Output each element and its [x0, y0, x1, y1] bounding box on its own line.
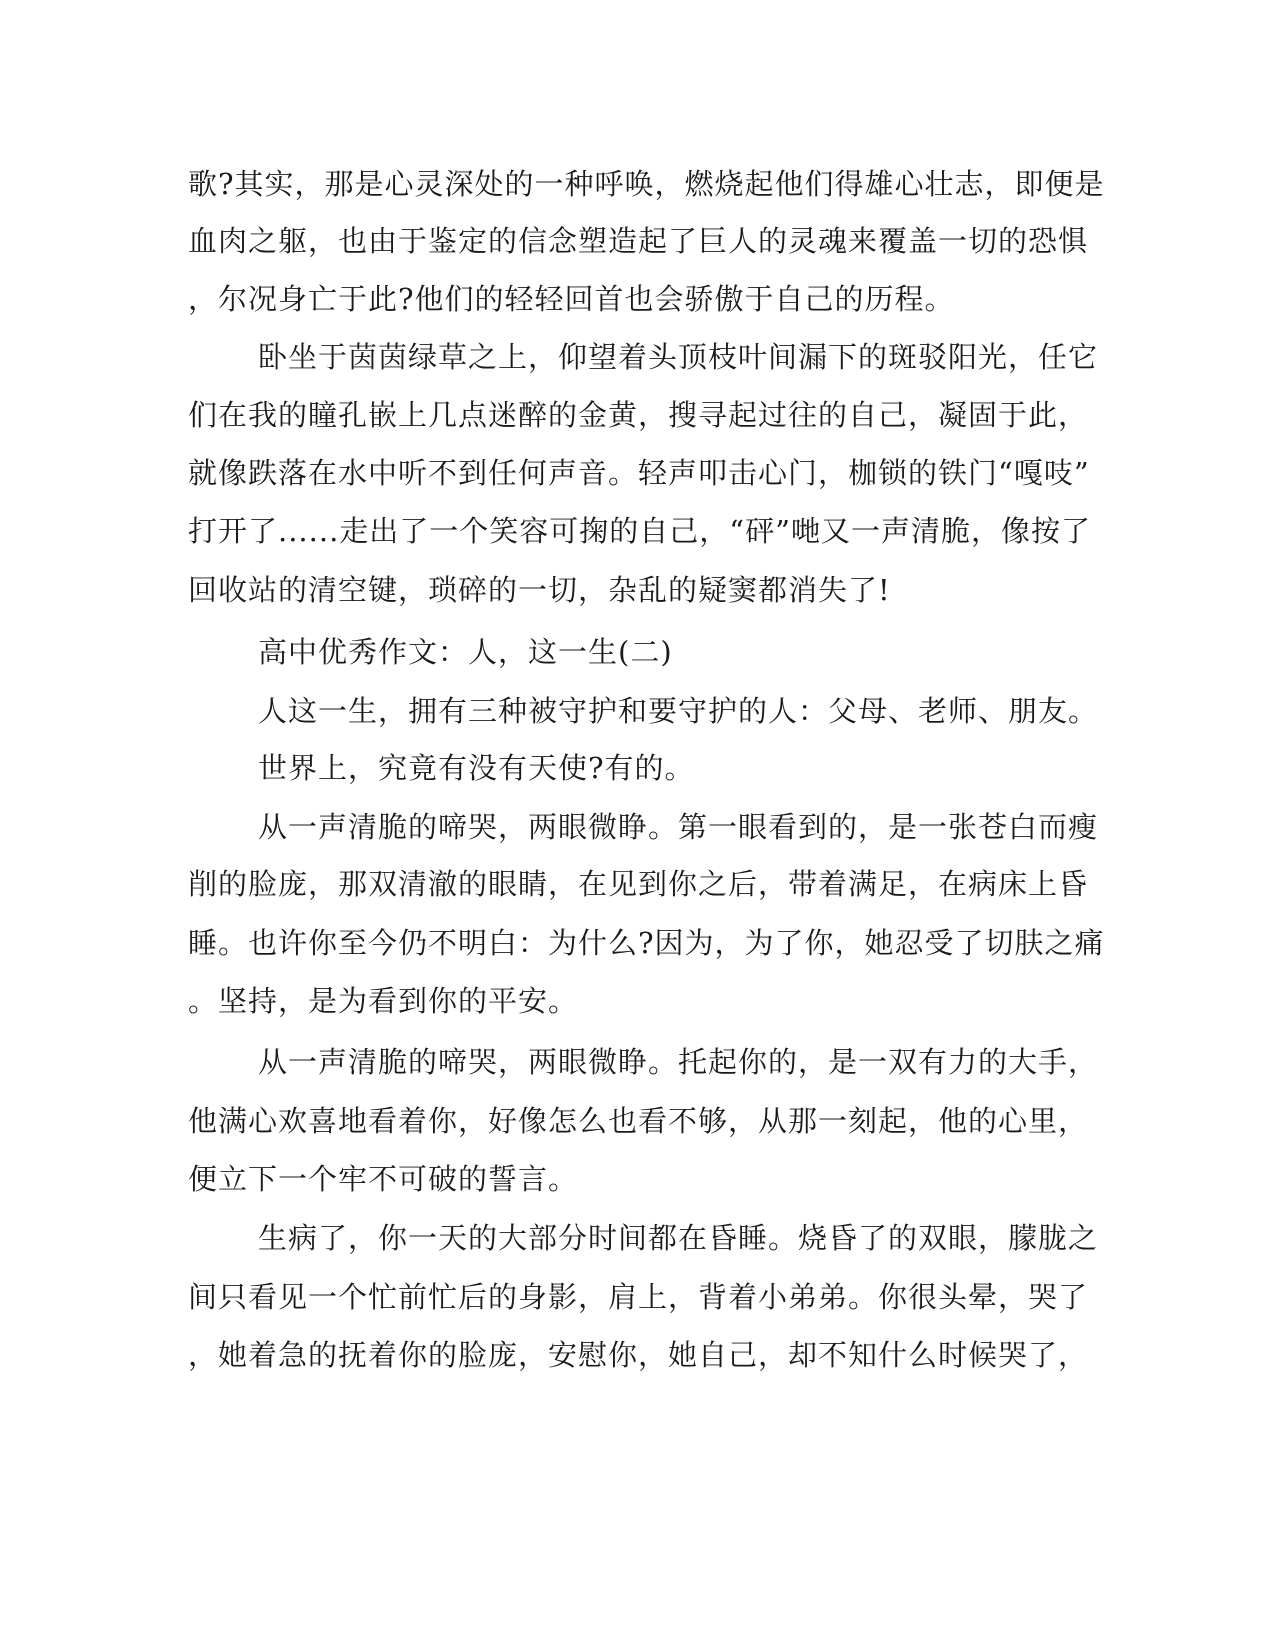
text-line: 从一声清脆的啼哭，两眼微睁。第一眼看到的，是一张苍白而瘦 — [258, 810, 1099, 844]
text-line: 歌?其实，那是心灵深处的一种呼唤，燃烧起他们得雄心壮志，即便是 — [188, 167, 1105, 201]
text-line: 他满心欢喜地看着你，好像怎么也看不够，从那一刻起，他的心里， — [188, 1104, 1089, 1138]
text-line: ，她着急的抚着你的脸庞，安慰你，她自己，却不知什么时候哭了， — [188, 1338, 1089, 1372]
text-line: 从一声清脆的啼哭，两眼微睁。托起你的，是一双有力的大手， — [258, 1045, 1099, 1079]
text-line: 卧坐于茵茵绿草之上，仰望着头顶枝叶间漏下的斑驳阳光，任它 — [258, 340, 1099, 374]
text-line: 们在我的瞳孔嵌上几点迷醉的金黄，搜寻起过往的自己，凝固于此， — [188, 398, 1089, 432]
text-line: 。坚持，是为看到你的平安。 — [188, 984, 579, 1018]
text-line: 间只看见一个忙前忙后的身影，肩上，背着小弟弟。你很头晕，哭了 — [188, 1280, 1089, 1314]
text-line: 世界上，究竟有没有天使?有的。 — [258, 751, 695, 785]
text-line: ，尔况身亡于此?他们的轻轻回首也会骄傲于自己的历程。 — [188, 282, 955, 316]
text-line: 就像跌落在水中听不到任何声音。轻声叩击心门，枷锁的铁门“嘎吱” — [188, 456, 1090, 490]
text-line: 生病了，你一天的大部分时间都在昏睡。烧昏了的双眼，朦胧之 — [258, 1221, 1099, 1255]
text-line: 回收站的清空键，琐碎的一切，杂乱的疑窦都消失了! — [188, 573, 891, 607]
text-line: 睡。也许你至今仍不明白：为什么?因为，为了你，她忍受了切肤之痛 — [188, 926, 1105, 960]
text-line: 人这一生，拥有三种被守护和要守护的人：父母、老师、朋友。 — [258, 694, 1099, 728]
text-line: 便立下一个牢不可破的誓言。 — [188, 1162, 579, 1196]
text-line: 血肉之躯，也由于鉴定的信念塑造起了巨人的灵魂来覆盖一切的恐惧 — [188, 224, 1089, 258]
section-heading: 高中优秀作文：人，这一生(二) — [258, 635, 673, 669]
text-line: 打开了......走出了一个笑容可掬的自己，“砰”哋又一声清脆，像按了 — [188, 514, 1091, 548]
text-line: 削的脸庞，那双清澈的眼睛，在见到你之后，带着满足，在病床上昏 — [188, 867, 1089, 901]
